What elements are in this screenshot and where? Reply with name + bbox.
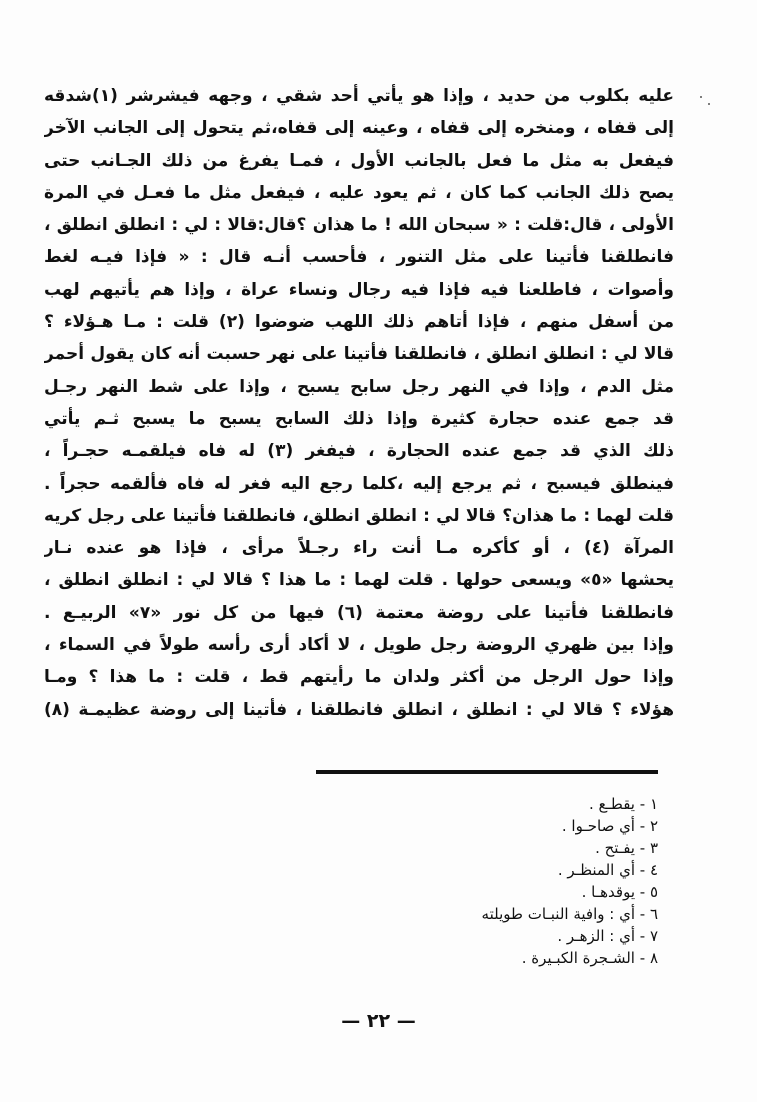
footnote-separator	[316, 770, 658, 774]
margin-dots	[700, 96, 714, 110]
text-line: يصح ذلك الجانب كما كان ، ثم يعود عليه ، فيفعل مثل ما فعـل في المرة	[44, 182, 674, 203]
footnote-item: ٧ - أي : الزهـر .	[557, 927, 658, 945]
footnote-item: ٣ - يفـتح .	[595, 839, 658, 857]
text-line: مثل الدم ، وإذا في النهر رجل سابح يسبح ، وإذا على شط النهر رجـل	[44, 376, 674, 397]
text-line: ذلك الذي قد جمع عنده الحجارة ، فيفغر (٣) له فاه فيلقمـه حجـراً ،	[44, 441, 674, 462]
text-line: قد جمع عنده حجارة كثيرة وإذا ذلك السابح يسبح ما يسبح ثـم يأتي	[44, 408, 674, 429]
text-line: وأصوات ، فاطلعنا فيه فإذا فيه رجال ونساء عراة ، وإذا هم يأتيهم لهب	[44, 279, 674, 300]
footnote-item: ٤ - أي المنظـر .	[557, 861, 658, 879]
text-line: فانطلقنا فأتينا على روضة معتمة (٦) فيها من كل نور «٧» الربيـع .	[44, 602, 674, 623]
text-line: فانطلقنا فأتينا على مثل التنور ، فأحسب أنـه قال : « فإذا فيـه لغط	[44, 247, 674, 268]
text-line: من أسفل منهم ، فإذا أتاهم ذلك اللهب ضوضوا (٢) قلت : مـا هـؤلاء ؟	[44, 312, 674, 333]
text-line: الأولى ، قال:قلت : « سبحان الله ! ما هذان ؟قال:قالا : لي : انطلق انطلق ،	[44, 215, 674, 236]
footnote-item: ١ - يقطـع .	[589, 795, 658, 813]
text-line: إلى قفاه ، ومنخره إلى قفاه ، وعينه إلى قفاه،ثم يتحول إلى الجانب الآخر	[44, 118, 674, 139]
footnote-item: ٢ - أي صاحـوا .	[561, 817, 658, 835]
text-line: يحشها «٥» ويسعى حولها . قلت لهما : ما هذا ؟ قالا لي : انطلق انطلق ،	[44, 570, 674, 591]
footnote-item: ٦ - أي : وافية النبـات طويلته	[481, 905, 658, 923]
text-line: هؤلاء ؟ قالا لي : انطلق ، انطلق فانطلقنا ، فأتينا إلى روضة عظيمـة (٨)	[44, 699, 674, 720]
text-line: عليه بكلوب من حديد ، وإذا هو يأتي أحد شقي ، وجهه فيشرشر (١)شدقه	[44, 86, 674, 106]
main-text	[44, 80, 674, 726]
footnote-item: ٨ - الشـجرة الكبـيرة .	[521, 949, 658, 967]
text-line: فيفعل به مثل ما فعل بالجانب الأول ، فمـا يفرغ من ذلك الجـانب حتى	[44, 150, 674, 171]
text-line: وإذا حول الرجل من أكثر ولدان ما رأيتهم قط ، قلت : ما هذا ؟ ومـا	[44, 667, 674, 688]
text-line: قالا لي : انطلق انطلق ، فانطلقنا فأتينا على نهر حسبت أنه كان يقول أحمر	[44, 344, 674, 365]
text-line: المرآة (٤) ، أو كأكره مـا أنت راء رجـلاً مرأى ، فإذا هو عنده نـار	[44, 538, 674, 559]
text-line: فينطلق فيسبح ، ثم يرجع إليه ،كلما رجع اليه فغر له فاه فألقمه حجراً .	[44, 473, 674, 494]
text-line: قلت لهما : ما هذان؟ قالا لي : انطلق انطلق، فانطلقنا فأتينا على رجل كريه	[44, 505, 674, 526]
page-number: — ٢٢ —	[341, 1010, 416, 1032]
footnotes	[340, 793, 658, 969]
text-line: وإذا بين ظهري الروضة رجل طويل ، لا أكاد أرى رأسه طولاً في السماء ،	[44, 635, 674, 656]
footnote-item: ٥ - يوقدهـا .	[581, 883, 658, 901]
